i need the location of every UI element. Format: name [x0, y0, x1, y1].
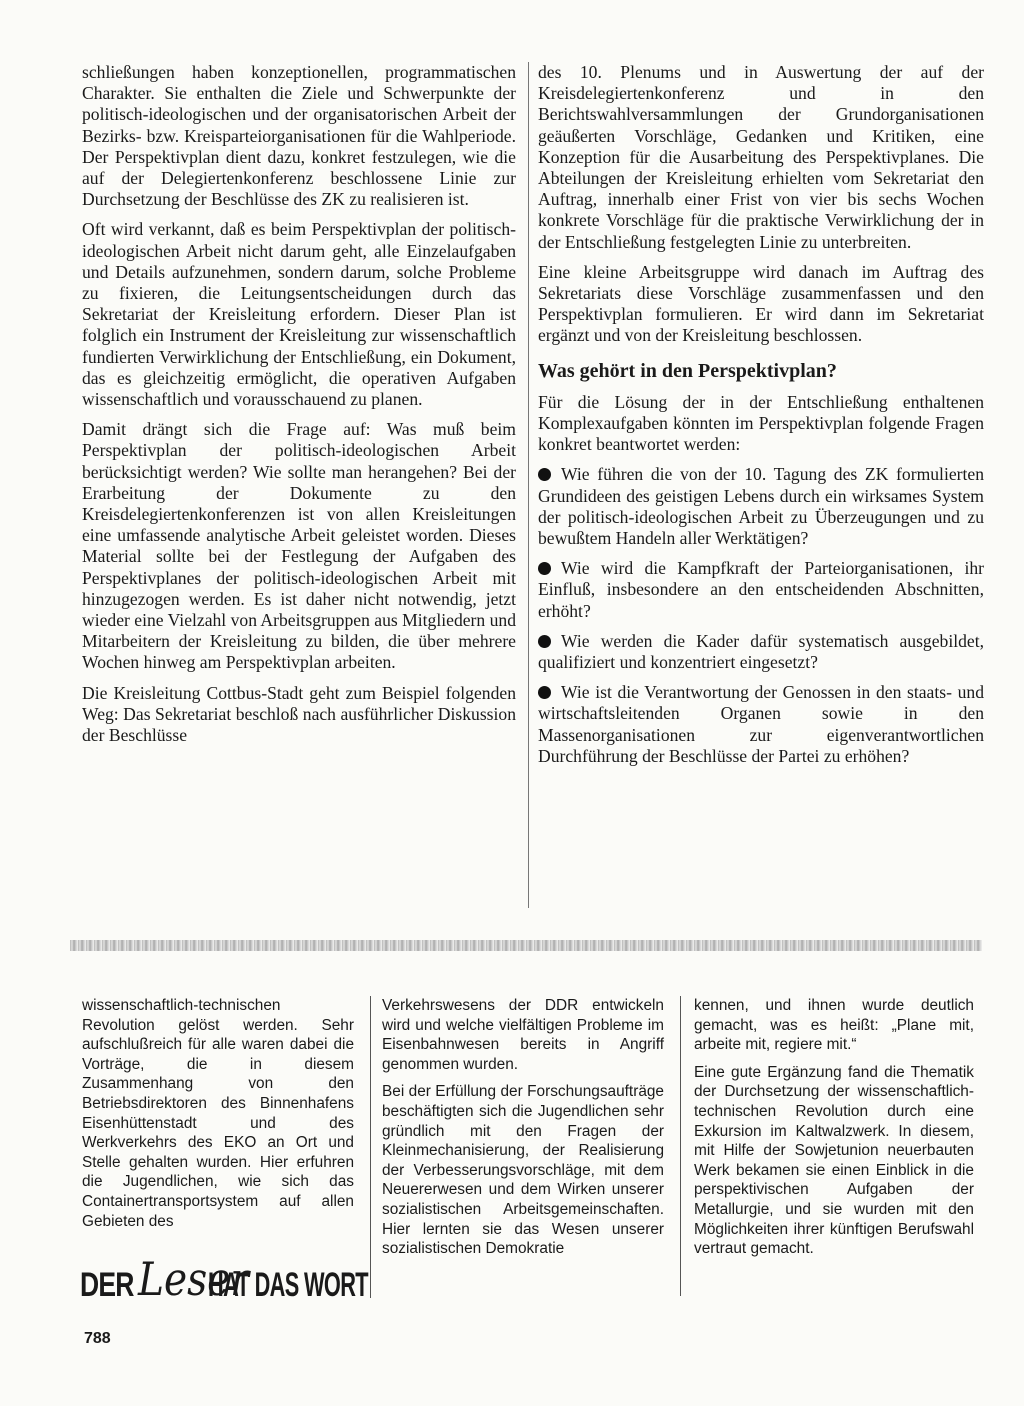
paragraph: Eine kleine Arbeitsgruppe wird danach im Auftrag des Sekretariats diese Vorschläge zusammenfassen und den Perspektivplan formulieren. Er wird dann im Sekretariat ergänzt und von der Kreisleitung beschlossen.	[538, 261, 984, 346]
page-number: 788	[84, 1330, 111, 1347]
column-divider	[528, 62, 529, 908]
reader-masthead-logo	[80, 1252, 368, 1314]
bullet-item	[538, 464, 984, 549]
reader-column-1	[82, 996, 354, 1239]
masthead-hat-das-wort: HAT DAS WORT	[208, 1266, 368, 1304]
paragraph: schließungen haben konzeptionellen, programmatischen Charakter. Sie enthalten die Ziele und Schwerpunkte der politisch-ideologischen und der organisatorischen Arbeit der Bezirks- bzw. Kreisparteiorganisationen für die Wahlperiode. Der Perspektivplan dient dazu, konkret festzulegen, wie die auf der Delegiertenkonferenz beschlossene Linie zur Durchsetzung der Beschlüsse des ZK zu realisieren ist.	[82, 62, 516, 210]
masthead-leser: Leser	[138, 1252, 250, 1306]
paragraph: Damit drängt sich die Frage auf: Was muß beim Perspektivplan der politisch-ideologischen Arbeit berücksichtigt werden? Wie sollte man herangehen? Bei der Erarbeitung der Dokumente zu den Kreisdelegiertenkonferenzen ist von allen Kreisleitungen eine umfassende analytische Arbeit geleistet worden. Dieses Material sollte bei der Festlegung der Aufgaben des Perspektivplanes der politisch-ideologischen Arbeit mit hinzugezogen werden. Es ist daher nicht notwendig, jetzt wieder eine Vielzahl von Arbeitsgruppen aus Mitgliedern und Mitarbeitern der Kreisleitung zu bilden, die über mehrere Wochen hinweg am Perspektivplan arbeiten.	[82, 419, 516, 673]
paragraph: Eine gute Ergänzung fand die Thematik der Durchsetzung der wissenschaftlich-technischen Revolution durch eine Exkursion im Kaltwalzwerk. In diesem, mit Hilfe der Sowjetunion neuerbauten Werk bekamen sie einen Einblick in die perspektivischen Aufgaben der Metallurgie, und sie wurden mit den Möglichkeiten ihrer künftigen Berufswahl vertraut gemacht.	[694, 1063, 974, 1258]
reader-column-3	[694, 996, 974, 1267]
masthead-der: DER	[80, 1266, 134, 1304]
paragraph: Die Kreisleitung Cottbus-Stadt geht zum Beispiel folgenden Weg: Das Sekretariat beschloß nach ausführlicher Diskussion der Beschlüsse	[82, 682, 516, 746]
paragraph: des 10. Plenums und in Auswertung der auf der Kreisdelegiertenkonferenz und in den Berichtswahlversammlungen der Grundorganisationen geäußerten Vorschläge, Gedanken und Kritiken, eine Konzeption für die Ausarbeitung des Perspektivplanes. Die Abteilungen der Kreisleitung erhielten vom Sekretariat den Auftrag, innerhalb einer Frist von vier bis sechs Wochen konkrete Vorschläge für die praktische Verwirklichung der in der Entschließung festgelegten Linie zu unterbreiten.	[538, 62, 984, 252]
intro-paragraph: Für die Lösung der in der Entschließung enthaltenen Komplexaufgaben könnten im Perspektivplan folgende Fragen konkret beantwortet werden:	[538, 391, 984, 455]
bullet-text: Wie werden die Kader dafür systematisch ausgebildet, qualifiziert und konzentriert eingesetzt?	[538, 630, 984, 673]
column-rule	[370, 996, 371, 1298]
section-heading: Was gehört in den Perspektivplan?	[538, 359, 837, 382]
bullet-dot-icon	[538, 635, 551, 648]
bullet-text: Wie ist die Verantwortung der Genossen in den staats- und wirtschaftsleitenden Organen sowie in den Massenorganisationen zur eigenverantwortlichen Durchführung der Beschlüsse der Partei zu erhöhen?	[538, 682, 984, 766]
section-separator-band	[70, 940, 982, 951]
reader-column-2	[382, 996, 664, 1267]
bullet-item	[538, 682, 984, 767]
paragraph: Verkehrswesens der DDR entwickeln wird und welche vielfältigen Probleme im Eisenbahnwesen bereits in Angriff genommen wurden.	[382, 997, 664, 1073]
bullet-dot-icon	[538, 468, 551, 481]
column-rule	[680, 996, 681, 1296]
paragraph: kennen, und ihnen wurde deutlich gemacht, was es heißt: „Plane mit, arbeite mit, regiere mit.“	[694, 997, 974, 1054]
article-right-column	[538, 62, 984, 776]
bullet-text: Wie führen die von der 10. Tagung des ZK formulierten Grundideen des geistigen Lebens durch ein wirksames System der politisch-ideologischen Arbeit zu Überzeugungen und zu bewußtem Handeln aller Werktätigen?	[538, 464, 984, 549]
article-left-column	[82, 62, 516, 755]
bullet-text: Wie wird die Kampfkraft der Parteiorganisationen, ihr Einfluß, insbesondere an den entscheidenden Abschnitten, erhöht?	[538, 558, 984, 621]
bullet-dot-icon	[538, 562, 551, 575]
bullet-item	[538, 558, 984, 622]
paragraph: Bei der Erfüllung der Forschungsaufträge beschäftigten sich die Jugendlichen sehr gründlich mit den Fragen der Kleinmechanisierung, der Realisierung der Verbesserungsvorschläge, mit dem Neuererwesen und dem Wirken unserer sozialistischen Arbeitsgemeinschaften. Hier lernten sie das Wesen unserer sozialistischen Demokratie	[382, 1083, 664, 1258]
bullet-dot-icon	[538, 686, 551, 699]
paragraph: wissenschaftlich-technischen Revolution gelöst werden. Sehr aufschlußreich für alle waren dabei die Vorträge, die in diesem Zusammenhang von den Betriebsdirektoren des Binnenhafens Eisenhüttenstadt und des Werkverkehrs des EKO an Ort und Stelle gehalten wurden. Hier erfuhren die Jugendlichen, wie sich das Containertransportsystem auf allen Gebieten des	[82, 997, 354, 1230]
bullet-item	[538, 631, 984, 673]
paragraph: Oft wird verkannt, daß es beim Perspektivplan der politisch-ideologischen Arbeit nicht darum geht, alle Einzelaufgaben und Details aufzunehmen, sondern darum, solche Probleme zu fixieren, die Leitungsentscheidungen durch das Sekretariat der Kreisleitung erfordern. Dieser Plan ist folglich ein Instrument der Kreisleitung zur wissenschaftlich fundierten Verwirklichung der Entschließung, ein Dokument, das es gleichzeitig ermöglicht, die operativen Aufgaben wissenschaftlich und vorausschauend zu planen.	[82, 219, 516, 410]
